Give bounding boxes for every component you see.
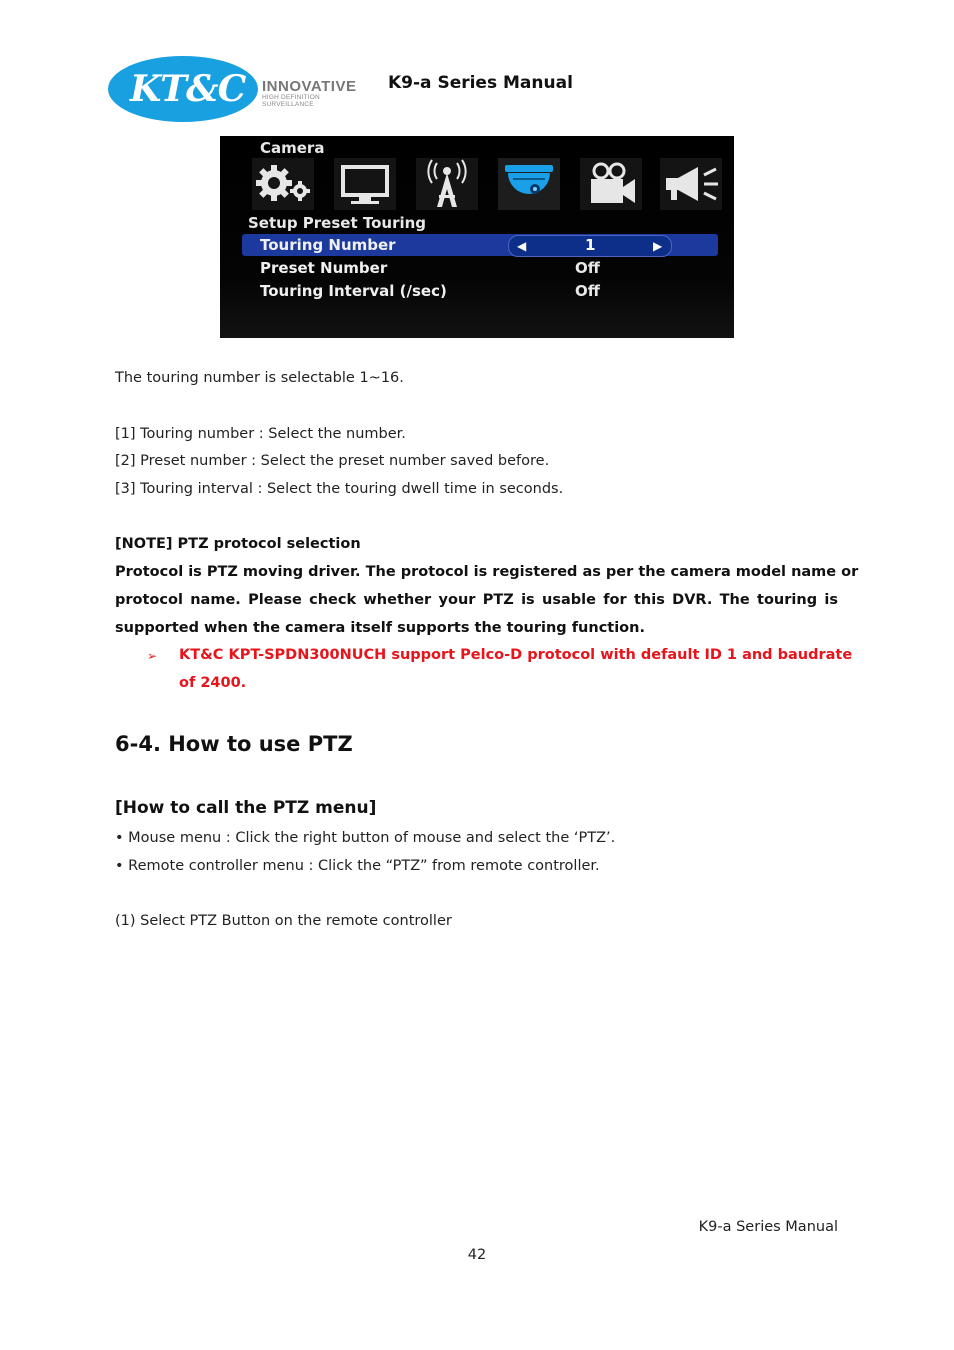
- touring-number-value: 1: [585, 236, 596, 254]
- bullet-item: • Mouse menu : Click the right button of mouse and select the ‘PTZ’.: [115, 830, 616, 846]
- osd-section-title: Setup Preset Touring: [248, 214, 427, 232]
- osd-screenshot: [220, 136, 734, 338]
- ktc-logo: [108, 56, 368, 124]
- intro-text: The touring number is selectable 1~16.: [115, 370, 404, 386]
- red-note-line: KT&C KPT-SPDN300NUCH support Pelco-D protocol with default ID 1 and baudrate: [179, 647, 853, 663]
- osd-camera-label: Camera: [260, 139, 325, 157]
- touring-number-stepper[interactable]: [508, 235, 672, 257]
- logo-innovative: INNOVATIVE: [262, 78, 357, 95]
- megaphone-icon[interactable]: [660, 158, 722, 210]
- osd-row-value: Off: [575, 259, 600, 277]
- note-line: Protocol is PTZ moving driver. The protocol is registered as per the camera model name or: [115, 564, 859, 580]
- footer-title: K9-a Series Manual: [698, 1219, 838, 1235]
- gears-icon[interactable]: [252, 158, 314, 210]
- bullet-item: • Remote controller menu : Click the “PTZ” from remote controller.: [115, 858, 600, 874]
- header-title: K9-a Series Manual: [388, 73, 573, 93]
- list-item: [1] Touring number : Select the number.: [115, 426, 406, 442]
- osd-row-label: Touring Number: [260, 236, 396, 254]
- red-note-line: of 2400.: [179, 675, 247, 691]
- osd-row-label: Touring Interval (/sec): [260, 282, 447, 300]
- osd-row-touring-interval[interactable]: [242, 280, 718, 302]
- arrow-bullet-icon: ➢: [147, 649, 158, 663]
- page-number: 42: [467, 1247, 487, 1263]
- left-arrow-icon[interactable]: ◀: [517, 239, 527, 253]
- logo-text: KT&C: [130, 68, 246, 110]
- note-title: [NOTE] PTZ protocol selection: [115, 536, 361, 552]
- osd-row-preset-number[interactable]: [242, 257, 718, 279]
- right-arrow-icon[interactable]: ▶: [653, 239, 663, 253]
- osd-row-label: Preset Number: [260, 259, 388, 277]
- video-camera-icon[interactable]: [580, 158, 642, 210]
- dome-camera-icon[interactable]: [498, 158, 560, 210]
- osd-icon-bar: [252, 158, 722, 210]
- step-text: (1) Select PTZ Button on the remote controller: [115, 913, 452, 929]
- list-item: [2] Preset number : Select the preset number saved before.: [115, 453, 550, 469]
- subheading: [How to call the PTZ menu]: [115, 798, 377, 818]
- antenna-icon[interactable]: [416, 158, 478, 210]
- osd-row-touring-number[interactable]: [242, 234, 718, 256]
- note-line: protocol name. Please check whether your PTZ is usable for this DVR. The touring is: [115, 592, 838, 608]
- logo-tagline: HIGH DEFINITION SURVEILLANCE: [262, 94, 320, 108]
- monitor-icon[interactable]: [334, 158, 396, 210]
- osd-row-value: Off: [575, 282, 600, 300]
- section-heading: 6-4. How to use PTZ: [115, 732, 353, 756]
- list-item: [3] Touring interval : Select the touring dwell time in seconds.: [115, 481, 564, 497]
- note-line: supported when the camera itself supports the touring function.: [115, 620, 645, 636]
